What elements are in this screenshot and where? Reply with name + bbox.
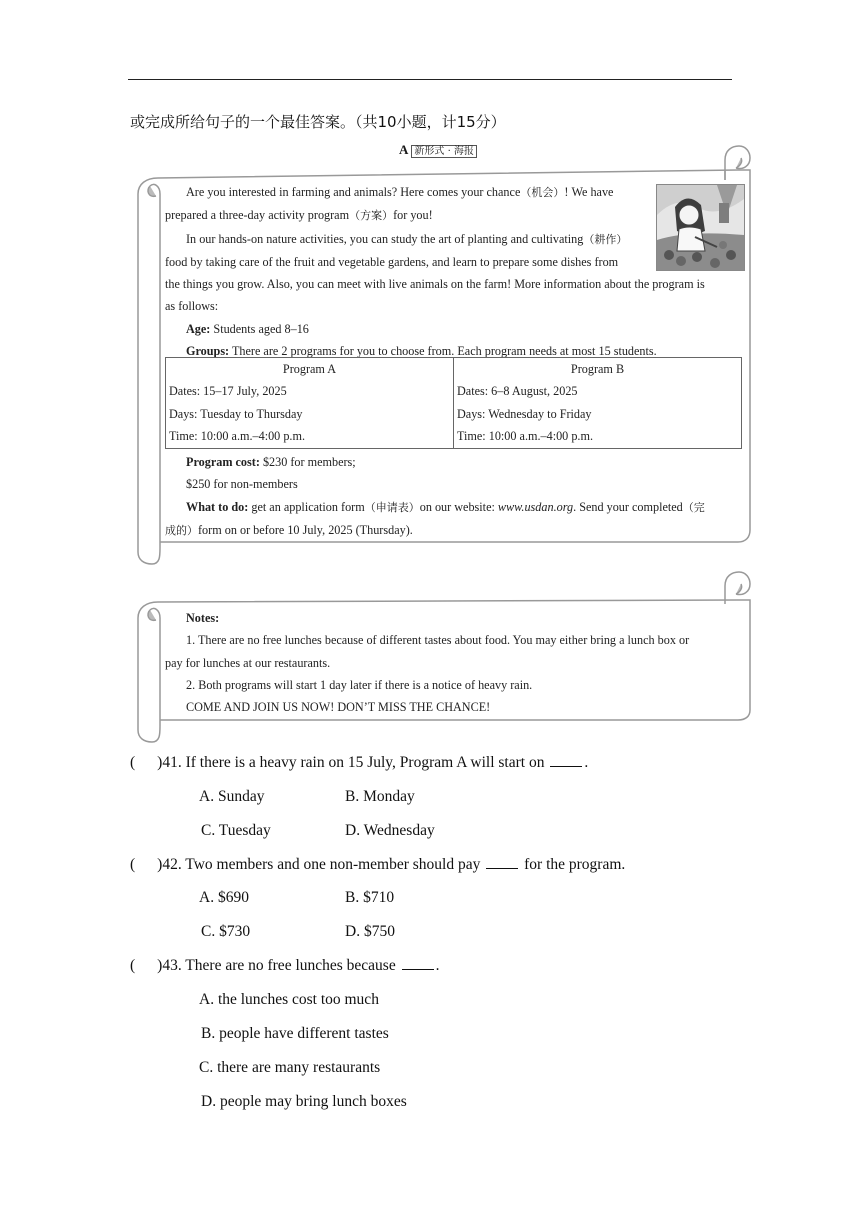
text: for you! [393, 208, 433, 223]
gloss-application-form: （申请表） [364, 500, 420, 514]
paragraph-1-line-2 [165, 204, 745, 227]
todo-label: What to do: [186, 499, 249, 514]
option-43-c[interactable]: C. there are many restaurants [199, 1059, 381, 1076]
gloss-chance: （机会） [520, 186, 565, 199]
groups-value: There are 2 programs for you to choose from. Each program needs at most 15 students. [231, 344, 657, 359]
option-41-b[interactable]: B. Monday [345, 788, 415, 805]
answer-blank [550, 754, 582, 767]
gloss-completed: （完 [682, 500, 705, 514]
note-1-line-2: pay for lunches at our restaurants. [165, 655, 331, 670]
table-row [166, 381, 742, 404]
notes-closing: COME AND JOIN US NOW! DON’T MISS THE CHANCE! [186, 700, 491, 715]
option-43-a[interactable]: A. the lunches cost too much [199, 991, 379, 1008]
table-row [166, 426, 742, 449]
question-43 [130, 957, 439, 975]
text: get an application form [251, 499, 365, 514]
program-a-time: Time: 10:00 a.m.–4:00 p.m. [166, 426, 454, 449]
paragraph-2-line-2: food by taking care of the fruit and vegetable gardens, and learn to prepare some dishes from [165, 254, 619, 269]
cost-members: $230 for members; [262, 455, 356, 469]
program-b-time: Time: 10:00 a.m.–4:00 p.m. [454, 426, 742, 449]
poster-body [165, 181, 745, 362]
option-41-a[interactable]: A. Sunday [199, 788, 265, 805]
website-link[interactable]: www.usdan.org [497, 499, 574, 514]
question-stem: )41. If there is a heavy rain on 15 July, Program A will start on [157, 754, 545, 771]
option-43-b[interactable]: B. people have different tastes [201, 1025, 389, 1042]
question-stem-end: . [584, 754, 589, 771]
header-rule [128, 79, 732, 80]
text: . Send your completed [573, 499, 683, 514]
text: ! We have [564, 185, 614, 199]
option-41-c[interactable]: C. Tuesday [201, 822, 271, 839]
option-41-d[interactable]: D. Wednesday [345, 822, 435, 839]
program-b-dates: Dates: 6–8 August, 2025 [454, 381, 742, 404]
note-1-line-1: 1. There are no free lunches because of different tastes about food. You may either bring a lunch box or [186, 633, 690, 648]
gloss-completed: 成的） [165, 523, 198, 537]
answer-paren[interactable]: ( [130, 754, 136, 771]
answer-blank [402, 957, 434, 970]
paragraph-2-line-1 [165, 228, 745, 251]
answer-paren[interactable]: ( [130, 856, 136, 873]
text: form on or before 10 July, 2025 (Thursday). [198, 522, 413, 537]
age-line [165, 318, 745, 340]
paragraph-2-line-3: the things you grow. Also, you can meet with live animals on the farm! More information about the program is [165, 277, 705, 292]
notes-body [165, 607, 745, 718]
option-42-b[interactable]: B. $710 [345, 889, 395, 906]
answer-paren[interactable]: ( [130, 957, 136, 974]
question-stem-end: . [435, 957, 440, 974]
question-stem: )43. There are no free lunches because [157, 957, 396, 974]
paragraph-1-line-1 [165, 181, 745, 204]
option-42-d[interactable]: D. $750 [345, 923, 395, 940]
program-a-days: Days: Tuesday to Thursday [166, 403, 454, 426]
program-b-title: Program B [454, 358, 742, 381]
groups-label: Groups: [186, 344, 230, 359]
option-42-c[interactable]: C. $730 [201, 923, 251, 940]
question-42 [130, 856, 625, 874]
todo-line-1 [165, 496, 745, 519]
option-42-a[interactable]: A. $690 [199, 889, 249, 906]
question-41 [130, 754, 588, 772]
table-row [166, 358, 742, 381]
paragraph-2-line-4: as follows: [165, 299, 219, 314]
todo-line-2 [165, 519, 745, 542]
program-table [165, 357, 742, 449]
text: prepared a three-day activity program [165, 208, 350, 223]
age-label: Age: [186, 321, 211, 336]
program-a-title: Program A [166, 358, 454, 381]
answer-blank [486, 856, 518, 869]
section-tag: 新形式 · 海报 [411, 145, 477, 158]
cost-line-2: $250 for non-members [186, 477, 298, 492]
gloss-program: （方案） [349, 209, 394, 223]
program-b-days: Days: Wednesday to Friday [454, 403, 742, 426]
question-stem: )42. Two members and one non-member should pay [157, 856, 481, 873]
program-a-dates: Dates: 15–17 July, 2025 [166, 381, 454, 404]
cost-label: Program cost: [186, 455, 260, 469]
cost-line-1 [165, 451, 745, 473]
text: on our website: [419, 499, 495, 514]
notes-title: Notes: [186, 611, 220, 625]
option-43-d[interactable]: D. people may bring lunch boxes [201, 1093, 407, 1110]
age-value: Students aged 8–16 [213, 321, 309, 336]
text: In our hands-on nature activities, you can study the art of planting and cultivating [186, 231, 584, 246]
gloss-cultivating: （耕作） [583, 232, 628, 246]
section-instructions: 或完成所给句子的一个最佳答案。（共10小题，计15分） [130, 113, 506, 131]
table-row [166, 403, 742, 426]
note-2: 2. Both programs will start 1 day later if there is a notice of heavy rain. [186, 677, 533, 692]
text: Are you interested in farming and animals? Here comes your chance [186, 185, 521, 199]
section-letter: A [399, 142, 409, 157]
poster-footer [165, 451, 745, 542]
question-stem-end: for the program. [524, 856, 626, 873]
